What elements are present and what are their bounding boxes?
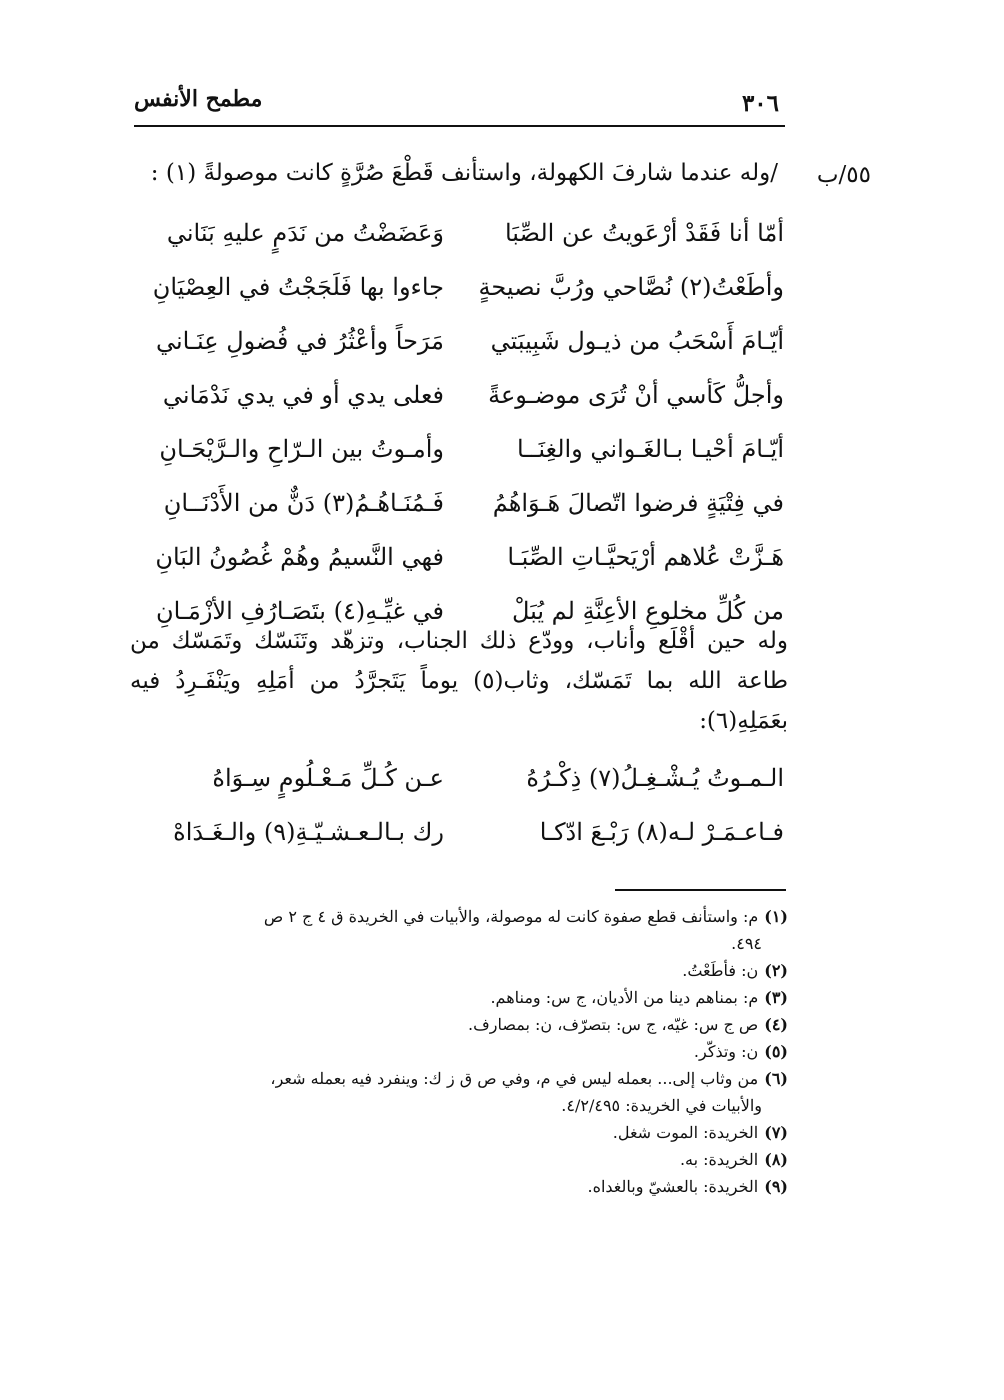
footnote-text: الخريدة: به. xyxy=(679,1150,759,1169)
footnote-text: والأبيات في الخريدة: ٤/٢/٤٩٥. xyxy=(561,1096,762,1115)
footnote-text: من وثاب إلى... بعمله ليس في م، وفي ص ق ز ك: وينفرد فيه بعمله شعر، xyxy=(270,1069,759,1088)
first-hemistich: فـاعـمَـرْ لـه(٨) رَبْـعَ ادّكـا xyxy=(539,818,784,846)
footnote-number: (٤) xyxy=(764,1015,788,1034)
first-hemistich: وأطَعْتُ(٢) نُصَّاحي ورُبَّ نصيحةٍ xyxy=(478,273,784,301)
footnote xyxy=(120,1065,788,1092)
footnote-number: (٩) xyxy=(764,1177,788,1196)
first-hemistich: الـمـوتُ يُـشْـغِـلُ(٧) ذِكْـرُهُ xyxy=(526,764,784,792)
second-hemistich: فعلى يدي أو في يدي نَدْمَاني xyxy=(162,381,444,409)
first-hemistich: أمّا أنا فَقَدْ أرْعَويتُ عن الصِّبَا xyxy=(504,219,784,247)
footnote xyxy=(120,1173,788,1200)
footnote-number: (٦) xyxy=(764,1069,788,1088)
book-title: مطمح الأنفس xyxy=(134,86,263,112)
footnote-text: الخريدة: الموت شغل. xyxy=(612,1123,759,1142)
footnote-number: (٧) xyxy=(764,1123,788,1142)
footnote-text: م: بمناهم دينا من الأديان، ج س: ومناهم. xyxy=(490,988,759,1007)
first-hemistich: أيّـامَ أحْيـا بـالغَـواني والغِنَــا xyxy=(517,435,784,463)
first-hemistich: في فِتْيَةٍ فرضوا اتّصالَ هَـوَاهُمُ xyxy=(492,489,784,517)
verse xyxy=(144,543,784,597)
footnote-text: الخريدة: بالعشيّ وبالغداه. xyxy=(587,1177,759,1196)
footnote xyxy=(120,1146,788,1173)
footnote-text: ن: فأطَعْتُ. xyxy=(682,961,759,980)
footnote xyxy=(120,1011,788,1038)
second-hemistich: وأمـوتُ بين الـرّاحِ والـرَّيْحَـانِ xyxy=(159,435,444,463)
footnote-text: ن: وتذكّر. xyxy=(693,1042,759,1061)
second-hemistich: فَـمُنَـاهُـمُ(٣) دَنٌّ من الأَدْنَــانِ xyxy=(163,489,444,517)
footnote-text: م: واستأنف قطع صفوة كانت له موصولة، والأبيات في الخريدة ق ٤ ج ٢ ص xyxy=(263,907,759,926)
verse xyxy=(144,273,784,327)
verse xyxy=(144,381,784,435)
footnote-number: (٥) xyxy=(764,1042,788,1061)
verse xyxy=(144,489,784,543)
footnote xyxy=(120,984,788,1011)
second-hemistich: في غيِّـهِ(٤) بتَصَـارُفِ الأزْمَـانِ xyxy=(156,597,444,625)
verse xyxy=(144,435,784,489)
footnote-text: ٤٩٤. xyxy=(731,934,762,953)
first-hemistich: من كُلِّ مخلوعِ الأعِنَّةِ لم يُبَلْ xyxy=(511,597,784,625)
page-number: ٣٠٦ xyxy=(741,90,779,117)
footnote-text: ص ج س: غيّه، ج س: بتصرّف، ن: بمصارف. xyxy=(468,1015,759,1034)
verse xyxy=(144,219,784,273)
footnote-number: (٨) xyxy=(764,1150,788,1169)
second-hemistich: جاءوا بها فَلَجَجْتُ في العِصْيَانِ xyxy=(152,273,444,301)
first-hemistich: هَـزَّتْ عُلاهم أرْيَحيَّـاتِ الصِّبَـا xyxy=(507,543,784,571)
poem-first xyxy=(144,219,784,651)
footnote-number: (٢) xyxy=(764,961,788,980)
footnote-number: (١) xyxy=(764,907,788,926)
second-hemistich: مَرَحاً وأعْثُرُ في فُضولِ عِنَـاني xyxy=(155,327,444,355)
footnote-number: (٣) xyxy=(764,988,788,1007)
second-hemistich: فهي النَّسيمُ وهُمْ غُصُونُ البَانِ xyxy=(155,543,444,571)
manuscript-folio-note: ٥٥/ب xyxy=(816,162,871,188)
second-hemistich: رك بـالـعـشـيّـةِ(٩) والـغَـدَاهْ xyxy=(173,818,444,846)
footnote-continuation xyxy=(120,1092,788,1119)
footnote xyxy=(120,1119,788,1146)
poem-introduction: /وله عندما شارفَ الكهولة، واستأنف قَطْعَ صُرَّةٍ كانت موصولةً (١) : xyxy=(150,160,778,186)
poem-second xyxy=(144,764,784,872)
second-hemistich: عـن كُـلِّ مَـعْـلُومٍ سِـوَاهُ xyxy=(212,764,444,792)
verse xyxy=(144,327,784,381)
first-hemistich: أيّـامَ أَسْحَبُ من ذيـول شَبِيبَتي xyxy=(490,327,784,355)
prose-paragraph: وله حين أقْلَع وأناب، وودّع ذلك الجناب، وتزهّد وتَنَسّك وتَمَسّك من طاعة الله بما تَمَسّك، وثاب(٥) يوماً يَتَجرَّدُ من أمَلِهِ ويَنْفَـرِدُ فيه بعَمَلِهِ(٦): xyxy=(130,628,789,734)
verse xyxy=(144,764,784,818)
first-hemistich: وأجلُّ كَأسي أنْ تُرَى موضـوعةً xyxy=(488,381,784,409)
footnotes xyxy=(120,903,788,1200)
footnote-rule xyxy=(615,889,786,891)
footnote-continuation xyxy=(120,930,788,957)
footnote xyxy=(120,957,788,984)
footnote xyxy=(120,903,788,930)
verse xyxy=(144,818,784,872)
header-rule xyxy=(134,125,785,127)
footnote xyxy=(120,1038,788,1065)
second-hemistich: وَعَضَضْتُ من نَدَمٍ عليهِ بَنَاني xyxy=(166,219,444,247)
